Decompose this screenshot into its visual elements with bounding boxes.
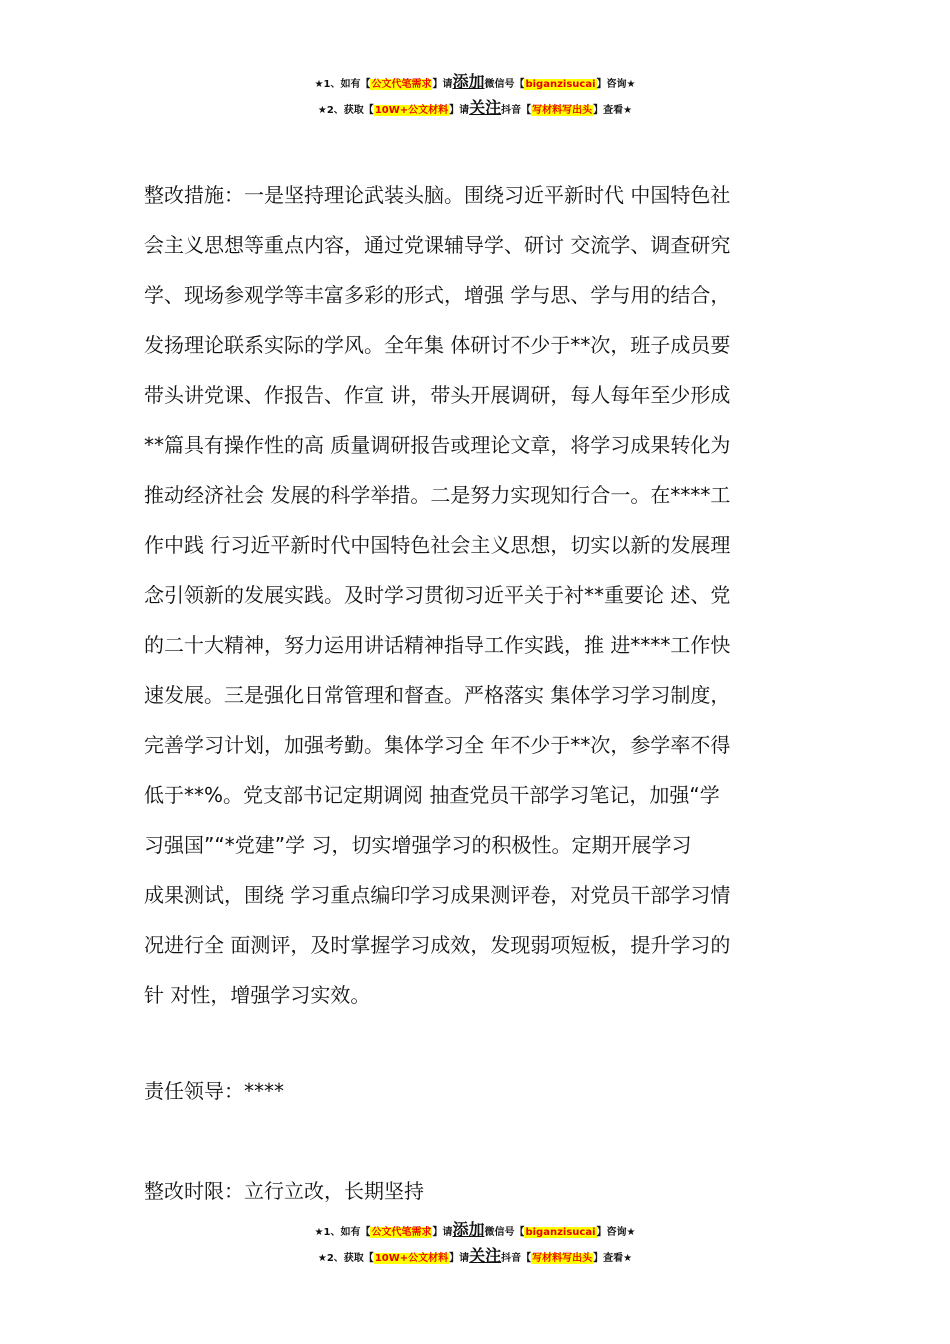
banner-text: 】查看 — [593, 105, 624, 116]
banner-emphasis: 添加 — [452, 1220, 485, 1239]
banner-text: 微信号【 — [484, 79, 525, 90]
measures-line: 念引领新的发展实践。及时学习贯彻习近平关于衬**重要论 述、党 — [144, 583, 731, 607]
banner-text: 】查看 — [593, 1253, 624, 1264]
banner-text: 】请 — [432, 79, 453, 90]
banner-text: 】咨询 — [596, 1227, 627, 1238]
banner-emphasis: 添加 — [452, 72, 485, 91]
measures-line: 会主义思想等重点内容，通过党课辅导学、研讨 交流学、调查研究 — [144, 233, 731, 257]
banner-text: 抖音【 — [501, 1253, 532, 1264]
measures-line: 学、现场参观学等丰富多彩的形式，增强 学与思、学与用的结合， — [144, 283, 731, 307]
measures-text — [144, 170, 808, 1020]
banner-highlight-douyin: 写材料写出头 — [532, 105, 593, 116]
measures-line: 的二十大精神，努力运用讲话精神指导工作实践，推 进****工作快 — [144, 633, 731, 657]
measures-line: 作中践 行习近平新时代中国特色社会主义思想，切实以新的发展理 — [144, 533, 731, 557]
measures-line: 速发展。三是强化日常管理和督查。严格落实 集体学习学习制度， — [144, 683, 731, 707]
bottom-banner — [0, 1218, 950, 1270]
measures-line: 成果测试，围绕 学习重点编印学习成果测评卷，对党员干部学习情 — [144, 883, 731, 907]
star-icon: ★ — [314, 1227, 324, 1238]
star-icon: ★ — [626, 1227, 636, 1238]
banner-highlight-douyin: 写材料写出头 — [532, 1253, 593, 1264]
banner-highlight: 10W+公文材料 — [374, 1253, 449, 1264]
banner-line-2 — [0, 96, 950, 122]
deadline-text: 整改时限：立行立改，长期坚持 — [144, 1179, 424, 1203]
star-icon: ★ — [623, 105, 633, 116]
measures-line: 低于**%。党支部书记定期调阅 抽查党员干部学习笔记，加强“学 — [144, 783, 720, 807]
measures-line: 针 对性，增强学习实效。 — [144, 983, 371, 1007]
banner-emphasis: 关注 — [469, 1246, 502, 1265]
star-icon: ★ — [623, 1253, 633, 1264]
banner-highlight-wechat: biganzisucai — [525, 1227, 596, 1238]
measures-line: 况进行全 面测评，及时掌握学习成效，发现弱项短板，提升学习的 — [144, 933, 731, 957]
responsible-leader-paragraph — [144, 1066, 808, 1116]
banner-text: 抖音【 — [501, 105, 532, 116]
banner-emphasis: 关注 — [469, 98, 502, 117]
measures-line: **篇具有操作性的高 质量调研报告或理论文章，将学习成果转化为 — [144, 433, 731, 457]
star-icon: ★ — [317, 105, 327, 116]
measures-line: 整改措施：一是坚持理论武装头脑。围绕习近平新时代 中国特色社 — [144, 183, 731, 207]
banner-text: 】请 — [432, 1227, 453, 1238]
banner-line-1 — [0, 1218, 950, 1244]
star-icon: ★ — [314, 79, 324, 90]
measures-line: 发扬理论联系实际的学风。全年集 体研讨不少于**次，班子成员要 — [144, 333, 731, 357]
banner-highlight-wechat: biganzisucai — [525, 79, 596, 90]
banner-text: 2、获取【 — [326, 105, 374, 116]
star-icon: ★ — [317, 1253, 327, 1264]
star-icon: ★ — [626, 79, 636, 90]
measures-line: 习强国”“*党建”学 习，切实增强学习的积极性。定期开展学习 — [144, 833, 692, 857]
banner-text: 2、获取【 — [326, 1253, 374, 1264]
banner-highlight: 10W+公文材料 — [374, 105, 449, 116]
banner-text: 】咨询 — [596, 79, 627, 90]
banner-line-1 — [0, 70, 950, 96]
measures-line: 完善学习计划，加强考勤。集体学习全 年不少于**次，参学率不得 — [144, 733, 731, 757]
banner-highlight: 公文代笔需求 — [371, 1227, 432, 1238]
banner-highlight: 公文代笔需求 — [371, 79, 432, 90]
rectification-measures-paragraph — [144, 170, 808, 1020]
measures-line: 带头讲党课、作报告、作宣 讲，带头开展调研，每人每年至少形成 — [144, 383, 731, 407]
banner-text: 】请 — [449, 1253, 470, 1264]
banner-text: 微信号【 — [484, 1227, 525, 1238]
measures-line: 推动经济社会 发展的科学举措。二是努力实现知行合一。在****工 — [144, 483, 731, 507]
deadline-paragraph — [144, 1166, 808, 1216]
banner-text: 1、如有【 — [323, 1227, 371, 1238]
banner-text: 】请 — [449, 105, 470, 116]
top-banner — [0, 70, 950, 122]
banner-line-2 — [0, 1244, 950, 1270]
responsible-leader-text: 责任领导：**** — [144, 1079, 284, 1103]
banner-text: 1、如有【 — [323, 79, 371, 90]
